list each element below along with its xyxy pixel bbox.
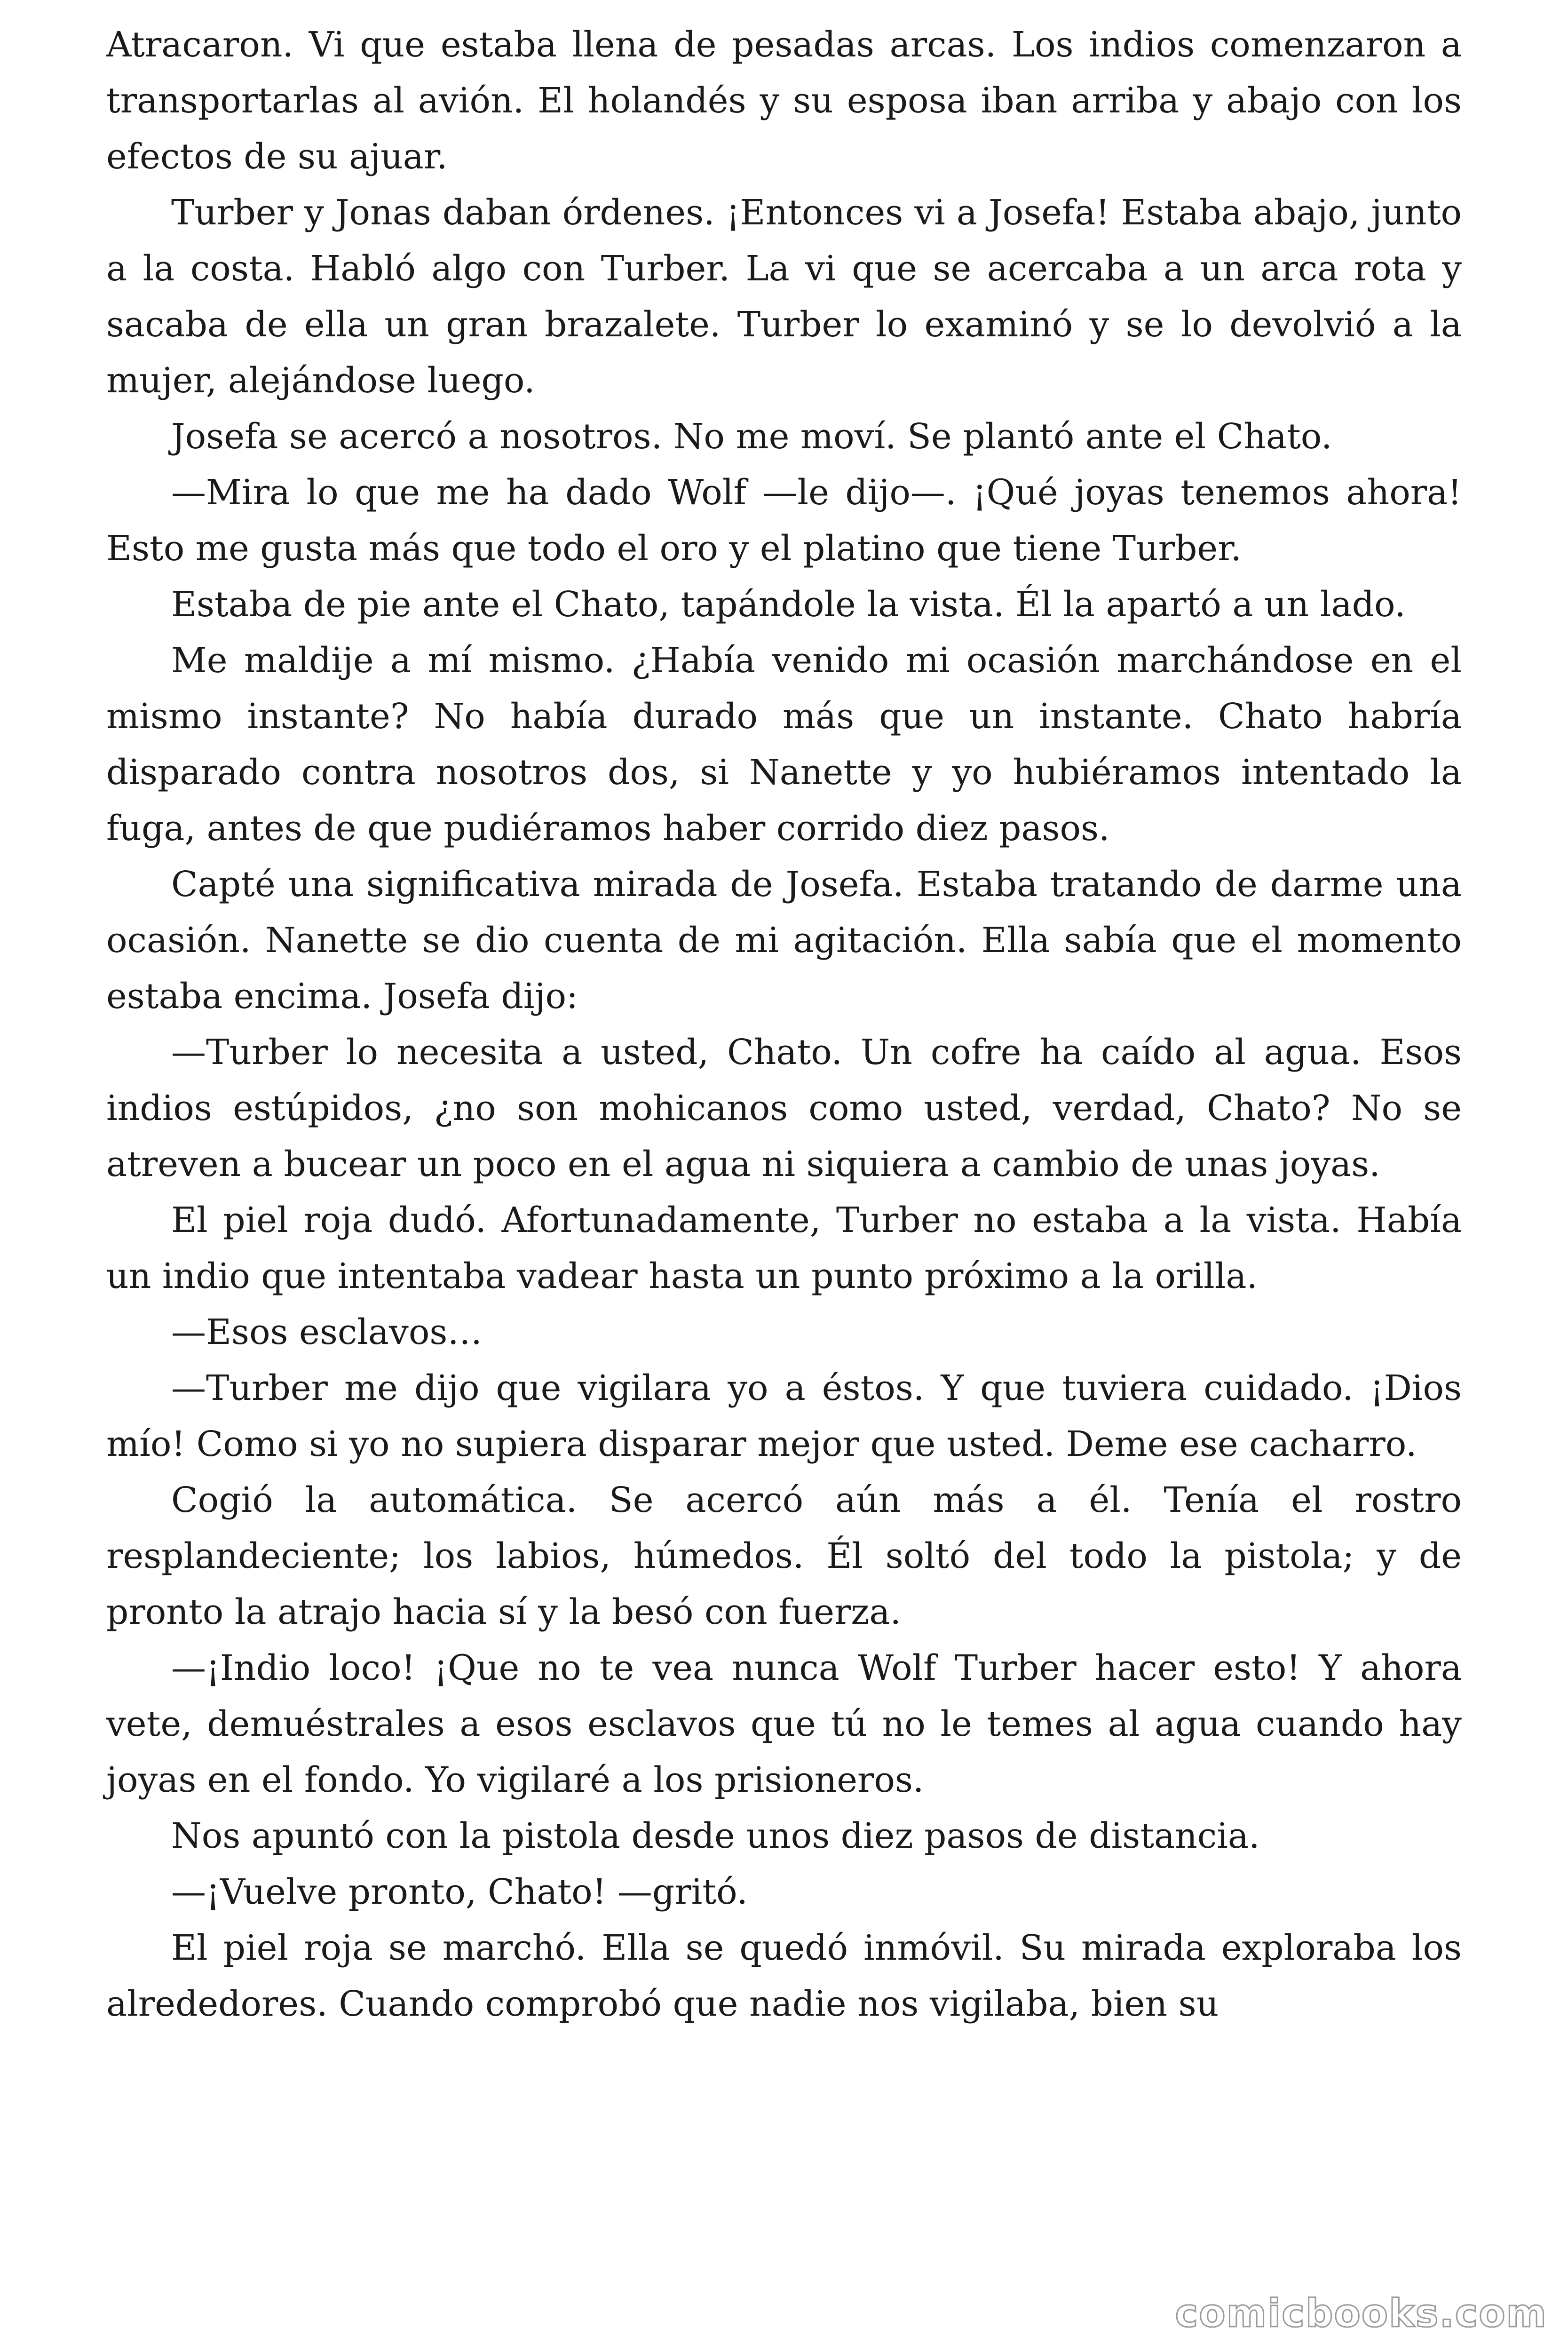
paragraph-5: Estaba de pie ante el Chato, tapándole la vista. Él la apartó a un lado. (171, 584, 1406, 625)
paragraph-1: Atracaron. Vi que estaba llena de pesadas arcas. Los indios comenzaron a transportarlas al avión. El holandés y su esposa iban arriba y abajo con los efectos de su ajuar. (106, 24, 1462, 177)
paragraph-16: El piel roja se marchó. Ella se quedó inmóvil. Su mirada exploraba los alrededores. Cuando comprobó que nadie nos vigilaba, bien su (106, 1928, 1462, 2024)
paragraph-7: Capté una significativa mirada de Josefa. Estaba tratando de darme una ocasión. Nanette se dio cuenta de mi agitación. Ella sabía que el momento estaba encima. Josefa dijo: (106, 864, 1462, 1017)
paragraph-14: Nos apuntó con la pistola desde unos diez pasos de distancia. (171, 1816, 1260, 1856)
paragraph-12: Cogió la automática. Se acercó aún más a él. Tenía el rostro resplandeciente; los labios, húmedos. Él soltó del todo la pistola; y de pronto la atrajo hacia sí y la besó con fuerza. (106, 1480, 1462, 1632)
watermark: comicbooks.com (1175, 2291, 1547, 2336)
body-text (106, 17, 1462, 2032)
paragraph-13: —¡Indio loco! ¡Que no te vea nunca Wolf Turber hacer esto! Y ahora vete, demuéstrales a esos esclavos que tú no le temes al agua cuando hay joyas en el fondo. Yo vigilaré a los prisioneros. (106, 1648, 1462, 1800)
paragraph-2: Turber y Jonas daban órdenes. ¡Entonces vi a Josefa! Estaba abajo, junto a la costa. Habló algo con Turber. La vi que se acercaba a un arca rota y sacaba de ella un gran brazalete. Turber lo examinó y se lo devolvió a la mujer, alejándose luego. (106, 192, 1462, 401)
paragraph-10: —Esos esclavos… (171, 1312, 483, 1352)
paragraph-6: Me maldije a mí mismo. ¿Había venido mi ocasión marchándose en el mismo instante? No había durado más que un instante. Chato habría disparado contra nosotros dos, si Nanette y yo hubiéramos intentado la fuga, antes de que pudiéramos haber corrido diez pasos. (106, 640, 1462, 849)
paragraph-8: —Turber lo necesita a usted, Chato. Un cofre ha caído al agua. Esos indios estúpidos, ¿no son mohicanos como usted, verdad, Chato? No se atreven a bucear un poco en el agua ni siquiera a cambio de unas joyas. (106, 1032, 1462, 1184)
paragraph-3: Josefa se acercó a nosotros. No me moví. Se plantó ante el Chato. (171, 416, 1332, 457)
paragraph-4: —Mira lo que me ha dado Wolf —le dijo—. ¡Qué joyas tenemos ahora! Esto me gusta más que todo el oro y el platino que tiene Turber. (106, 472, 1462, 569)
paragraph-11: —Turber me dijo que vigilara yo a éstos. Y que tuviera cuidado. ¡Dios mío! Como si yo no supiera disparar mejor que usted. Deme ese cacharro. (106, 1368, 1462, 1464)
paragraph-15: —¡Vuelve pronto, Chato! —gritó. (171, 1872, 748, 1912)
paragraph-9: El piel roja dudó. Afortunadamente, Turber no estaba a la vista. Había un indio que intentaba vadear hasta un punto próximo a la orilla. (106, 1200, 1462, 1296)
